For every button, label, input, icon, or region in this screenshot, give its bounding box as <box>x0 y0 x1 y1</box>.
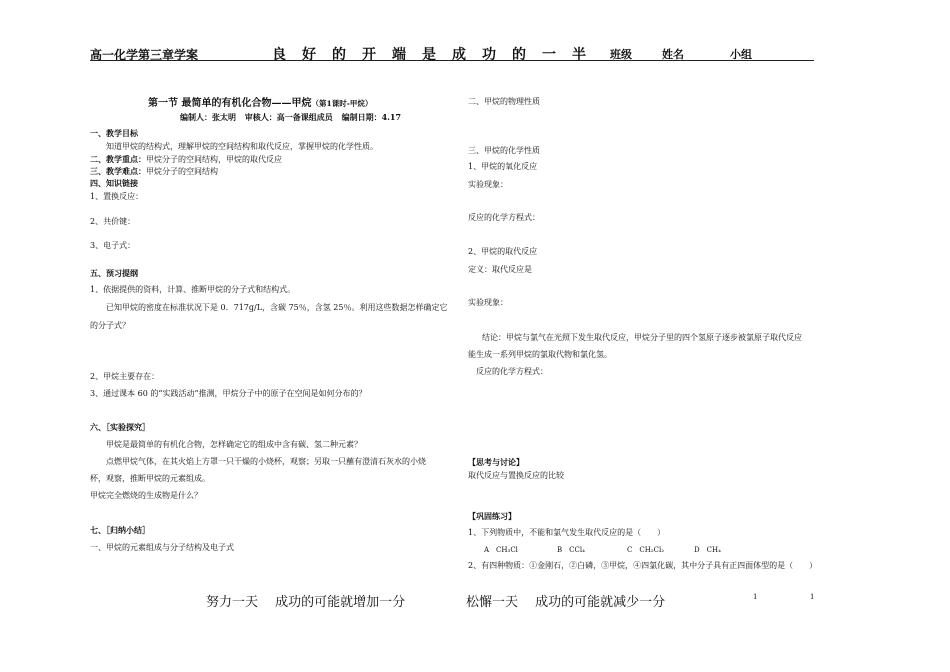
oxidation-phenomenon: 实验现象： <box>468 180 508 189</box>
substitution-conclusion: 结论：甲烷与氯气在光照下发生取代反应，甲烷分子里的四个氢原子逐步被氯原子取代反应 <box>482 333 802 342</box>
practice-question-2: 2、有四种物质：①金刚石，②白磷，③甲烷，④四氯化碳，其中分子具有正四面体型的是（ ） <box>468 561 818 570</box>
header-class-label: 班级 <box>610 48 632 61</box>
summary-item-1: 一、甲烷的元素组成与分子结构及电子式 <box>90 543 234 552</box>
preview-item-1-detail: 已知甲烷的密度在标准状况下是 0．717g/L，含碳 75％，含氢 25％。利用这些数据怎样确定它 <box>106 303 448 312</box>
preview-item-2: 2、甲烷主要存在： <box>90 372 160 381</box>
practice-question-1: 1、下列物质中，不能和氯气发生取代反应的是（ ） <box>468 528 666 537</box>
section-goals-heading: 一、教学目标 <box>90 128 138 138</box>
preview-item-1-question: 的分子式？ <box>90 321 130 330</box>
lesson-title-main: 第一节 最简单的有机化合物——甲烷 <box>148 98 312 109</box>
header-rule <box>90 60 814 61</box>
q1-option-d: D CH₄ <box>694 546 721 554</box>
knowledge-item-3: 3、电子式： <box>90 241 136 250</box>
substitution-equation: 反应的化学方程式： <box>476 367 548 376</box>
key-points-text: 甲烷分子的空间结构，甲烷的取代反应 <box>146 155 282 164</box>
footer-motto-left: 努力一天 成功的可能就增加一分 <box>206 595 406 610</box>
experiment-text-3: 杯，观察，推断甲烷的元素组成。 <box>90 474 210 483</box>
header-motto: 良好的开端是成功的一半 <box>272 47 602 63</box>
page-number-right: 1 <box>810 593 815 601</box>
header-group-label: 小组 <box>730 48 752 61</box>
lesson-title <box>148 94 372 109</box>
lesson-meta: 编制人：张太明 审核人：高一备课组成员 编制日期：4.17 <box>180 112 402 122</box>
chemical-properties-heading: 三、甲烷的化学性质 <box>468 146 540 155</box>
physical-properties-heading: 二、甲烷的物理性质 <box>468 97 540 106</box>
substitution-phenomenon: 实验现象： <box>468 298 508 307</box>
key-points-label: 二、教学重点： <box>90 154 146 164</box>
difficulties-label: 三、教学难点： <box>90 166 146 176</box>
lesson-title-sub: （第1课时-甲烷） <box>311 99 373 108</box>
section-knowledge-heading: 四、知识链接 <box>90 178 138 188</box>
q1-option-a: A CH₃Cl <box>484 546 518 554</box>
section-summary-heading: 七、［归纳小结］ <box>90 525 150 535</box>
practice-heading: 【巩固练习】 <box>468 511 516 521</box>
header-name-label: 姓名 <box>662 48 684 61</box>
oxidation-equation: 反应的化学方程式： <box>468 213 540 222</box>
section-key-points <box>90 154 282 165</box>
page-number-left: 1 <box>753 593 758 601</box>
knowledge-item-1: 1、置换反应： <box>90 192 144 201</box>
substitution-definition: 定义：取代反应是 <box>468 265 532 274</box>
section-goals-text: 知道甲烷的结构式，理解甲烷的空间结构和取代反应，掌握甲烷的化学性质。 <box>106 142 378 151</box>
discussion-text: 取代反应与置换反应的比较 <box>468 471 564 480</box>
discussion-heading: 【思考与讨论】 <box>468 457 524 467</box>
section-difficulties <box>90 166 218 177</box>
difficulties-text: 甲烷分子的空间结构 <box>146 167 218 176</box>
section-experiment-heading: 六、［实验探究］ <box>90 422 150 432</box>
preview-item-3: 3、通过课本 60 的“实践活动”推测，甲烷分子中的原子在空间是如何分布的？ <box>90 389 367 398</box>
experiment-text-1: 甲烷是最简单的有机化合物，怎样确定它的组成中含有碳、氢二种元素？ <box>106 440 362 449</box>
substitution-conclusion-cont: 能生成一系列甲烷的氯取代物和氯化氢。 <box>468 350 612 359</box>
section-preview-heading: 五、预习提纲 <box>90 268 138 278</box>
q1-option-c: C CH₂Cl₂ <box>627 546 665 554</box>
knowledge-item-2: 2、共价键： <box>90 217 136 226</box>
oxidation-heading: 1、甲烷的氧化反应 <box>468 162 538 171</box>
experiment-question: 甲烷完全燃烧的生成物是什么？ <box>90 491 202 500</box>
substitution-heading: 2、甲烷的取代反应 <box>468 247 538 256</box>
header-course-title: 高一化学第三章学案 <box>90 48 199 62</box>
preview-item-1: 1、依据提供的资料，计算、推断甲烷的分子式和结构式。 <box>90 285 296 294</box>
q1-option-b: B CCl₄ <box>557 546 585 554</box>
footer-motto-right: 松懈一天 成功的可能就减少一分 <box>466 595 666 610</box>
experiment-text-2: 点燃甲烷气体，在其火焰上方罩一只干燥的小烧杯，观察；另取一只蘸有澄清石灰水的小烧 <box>106 457 426 466</box>
